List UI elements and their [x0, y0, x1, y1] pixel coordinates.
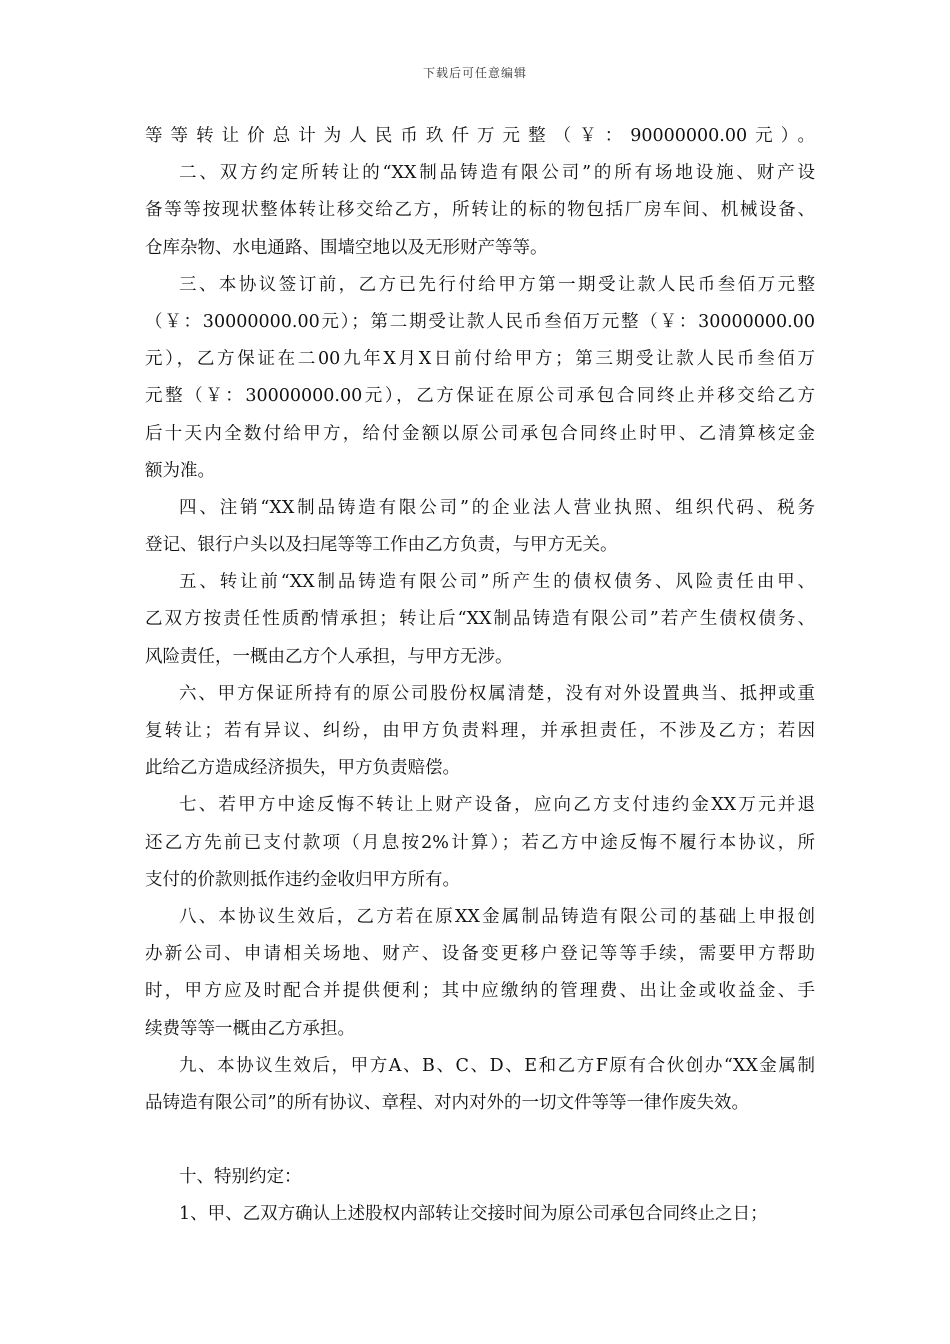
clause-3-line-5: 后十天内全数付给甲方，给付金额以原公司承包合同终止时甲、乙清算核定金 [145, 423, 815, 444]
clause-4-line-1: 四、注销“XX制品铸造有限公司”的企业法人营业执照、组织代码、税务 [179, 497, 815, 518]
clause-3-line-6: 额为准。 [145, 460, 215, 481]
clause-3-line-3: 元），乙方保证在二00九年X月X日前付给甲方；第三期受让款人民币叁佰万 [145, 349, 815, 370]
clause-2-line-1: 二、双方约定所转让的“XX制品铸造有限公司”的所有场地设施、财产设 [179, 163, 815, 184]
clause-7-line-1: 七、若甲方中途反悔不转让上财产设备，应向乙方支付违约金XX万元并退 [179, 795, 815, 816]
clause-9-line-2: 品铸造有限公司”的所有协议、章程、对内对外的一切文件等等一律作废失效。 [145, 1092, 749, 1113]
clause-6-line-2: 复转让；若有异议、纠纷，由甲方负责料理，并承担责任，不涉及乙方；若因 [145, 721, 815, 741]
clause-7-line-3: 支付的价款则抵作违约金收归甲方所有。 [145, 869, 460, 890]
clause-5-line-1: 五、转让前“XX制品铸造有限公司”所产生的债权债务、风险责任由甲、 [179, 572, 815, 593]
agreement-body [145, 118, 815, 1234]
clause-8-line-2: 办新公司、申请相关场地、财产、设备变更移户登记等等手续，需要甲方帮助 [145, 944, 815, 965]
clause-10-item-1: 1、甲、乙双方确认上述股权内部转让交接时间为原公司承包合同终止之日； [179, 1204, 768, 1225]
clause-9-line-1: 九、本协议生效后，甲方A、B、C、D、E和乙方F原有合伙创办“XX金属制 [179, 1055, 815, 1076]
clause-3-line-4: 元整（￥：30000000.00元），乙方保证在原公司承包合同终止并移交给乙方 [145, 386, 815, 407]
clause-8-line-4: 续费等等一概由乙方承担。 [145, 1018, 355, 1039]
clause-6-line-1: 六、甲方保证所持有的原公司股份权属清楚，没有对外设置典当、抵押或重 [179, 683, 815, 704]
clause-2-line-2: 备等等按现状整体转让移交给乙方，所转让的标的物包括厂房车间、机械设备、 [145, 200, 815, 221]
clause-10-heading: 十、特别约定： [179, 1167, 302, 1188]
clause-2-line-3: 仓库杂物、水电通路、围墙空地以及无形财产等等。 [145, 237, 548, 258]
clause-6-line-3: 此给乙方造成经济损失，甲方负责赔偿。 [145, 758, 460, 779]
clause-8-line-3: 时，甲方应及时配合并提供便利；其中应缴纳的管理费、出让金或收益金、手 [145, 981, 815, 1002]
paragraph-spacer [145, 1122, 815, 1159]
clause-3-line-2: （￥：30000000.00元）；第二期受让款人民币叁佰万元整（￥：30000000.00 [145, 311, 815, 332]
clause-8-line-1: 八、本协议生效后，乙方若在原XX金属制品铸造有限公司的基础上申报创 [179, 906, 815, 927]
clause-5-line-3: 风险责任，一概由乙方个人承担，与甲方无涉。 [145, 646, 513, 667]
clause-5-line-2: 乙双方按责任性质酌情承担；转让后“XX制品铸造有限公司”若产生债权债务、 [145, 609, 815, 630]
clause-4-line-2: 登记、银行户头以及扫尾等等工作由乙方负责，与甲方无关。 [145, 535, 618, 556]
line-1: 等等转让价总计为人民币玖仟万元整（￥：90000000.00元）。 [145, 126, 815, 146]
clause-7-line-2: 还乙方先前已支付款项（月息按2%计算）；若乙方中途反悔不履行本协议，所 [145, 832, 815, 853]
clause-3-line-1: 三、本协议签订前，乙方已先行付给甲方第一期受让款人民币叁佰万元整 [179, 274, 815, 295]
header-note: 下载后可任意编辑 [422, 66, 527, 80]
